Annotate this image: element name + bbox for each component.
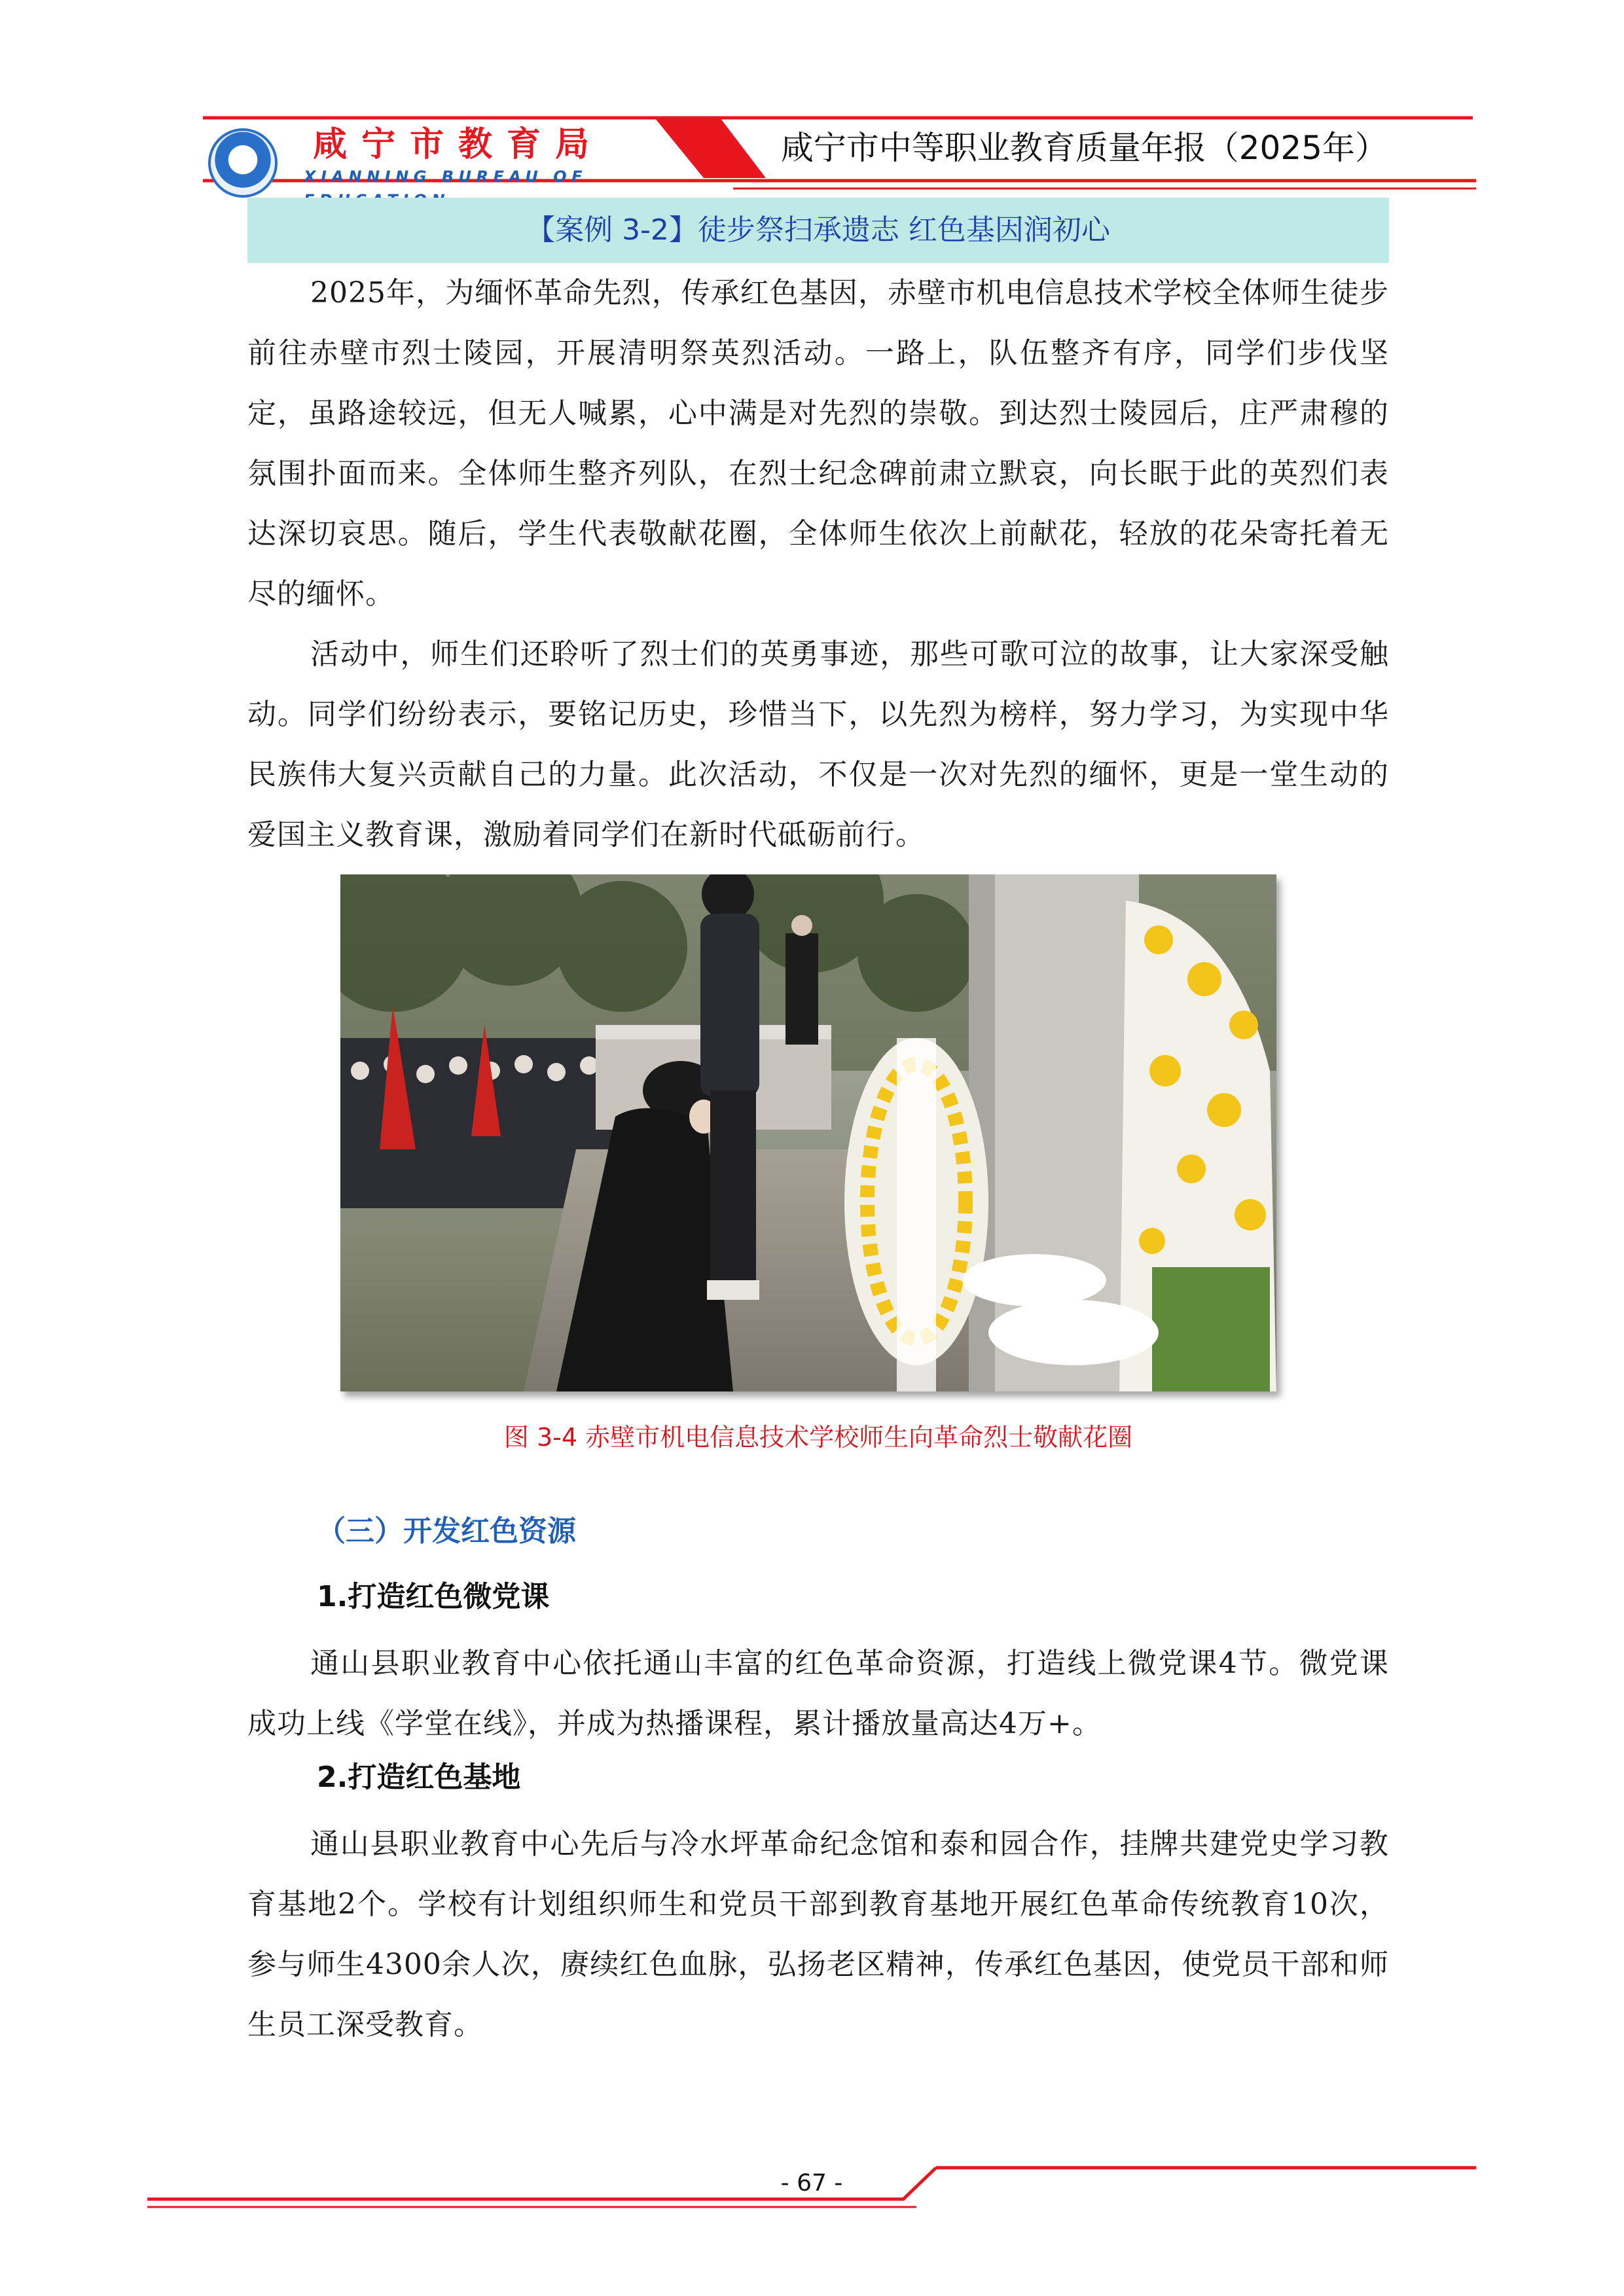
subsection-title-2: 2.打造红色基地 bbox=[317, 1761, 521, 1794]
figure-caption: 图 3-4 赤壁市机电信息技术学校师生向革命烈士敬献花圈 bbox=[503, 1423, 1133, 1452]
bureau-logo-icon bbox=[208, 128, 278, 198]
memorial-photo-illustration bbox=[340, 874, 1276, 1391]
memorial-photo bbox=[340, 874, 1276, 1391]
report-title: 咸宁市中等职业教育质量年报（2025年） bbox=[780, 129, 1388, 167]
section-heading: （三）开发红色资源 bbox=[317, 1515, 576, 1548]
header-red-block bbox=[655, 118, 766, 178]
subsection-paragraph-2: 通山县职业教育中心先后与冷水坪革命纪念馆和泰和园合作，挂牌共建党史学习教育基地2个。学校有计划组织师生和党员干部到教育基地开展红色革命传统教育10次，参与师生4300余人次，赓续红色血脉，弘扬老区精神，传承红色基因，使党员干部和师生员工深受教育。 bbox=[247, 1827, 1389, 2041]
subsection-paragraph-1: 通山县职业教育中心依托通山丰富的红色革命资源，打造线上微党课4节。微党课成功上线《学堂在线》，并成为热播课程，累计播放量高达4万+。 bbox=[247, 1647, 1389, 1740]
case-paragraph-2: 活动中，师生们还聆听了烈士们的英勇事迹，那些可歌可泣的故事，让大家深受触动。同学们纷纷表示，要铭记历史，珍惜当下，以先烈为榜样，努力学习，为实现中华民族伟大复兴贡献自己的力量。此次活动，不仅是一次对先烈的缅怀，更是一堂生动的爱国主义教育课，激励着同学们在新时代砥砺前行。 bbox=[247, 637, 1389, 852]
case-paragraph-1: 2025年，为缅怀革命先烈，传承红色基因，赤壁市机电信息技术学校全体师生徒步前往赤壁市烈士陵园，开展清明祭英烈活动。一路上，队伍整齐有序，同学们步伐坚定，虽路途较远，但无人喊累，心中满是对先烈的崇敬。到达烈士陵园后，庄严肃穆的氛围扑面而来。全体师生整齐列队，在烈士纪念碑前肃立默哀，向长眠于此的英烈们表达深切哀思。随后，学生代表敬献花圈，全体师生依次上前献花，轻放的花朵寄托着无尽的缅怀。 bbox=[247, 276, 1389, 611]
bureau-name-cn: 咸宁市教育局 bbox=[313, 124, 604, 164]
bureau-name-en: XIANNING BUREAU OF bbox=[304, 168, 588, 186]
subsection-title-1: 1.打造红色微党课 bbox=[317, 1580, 550, 1613]
case-title: 【案例 3-2】徒步祭扫承遗志 红色基因润初心 bbox=[526, 213, 1110, 247]
page-number: - 67 - bbox=[780, 2170, 843, 2197]
